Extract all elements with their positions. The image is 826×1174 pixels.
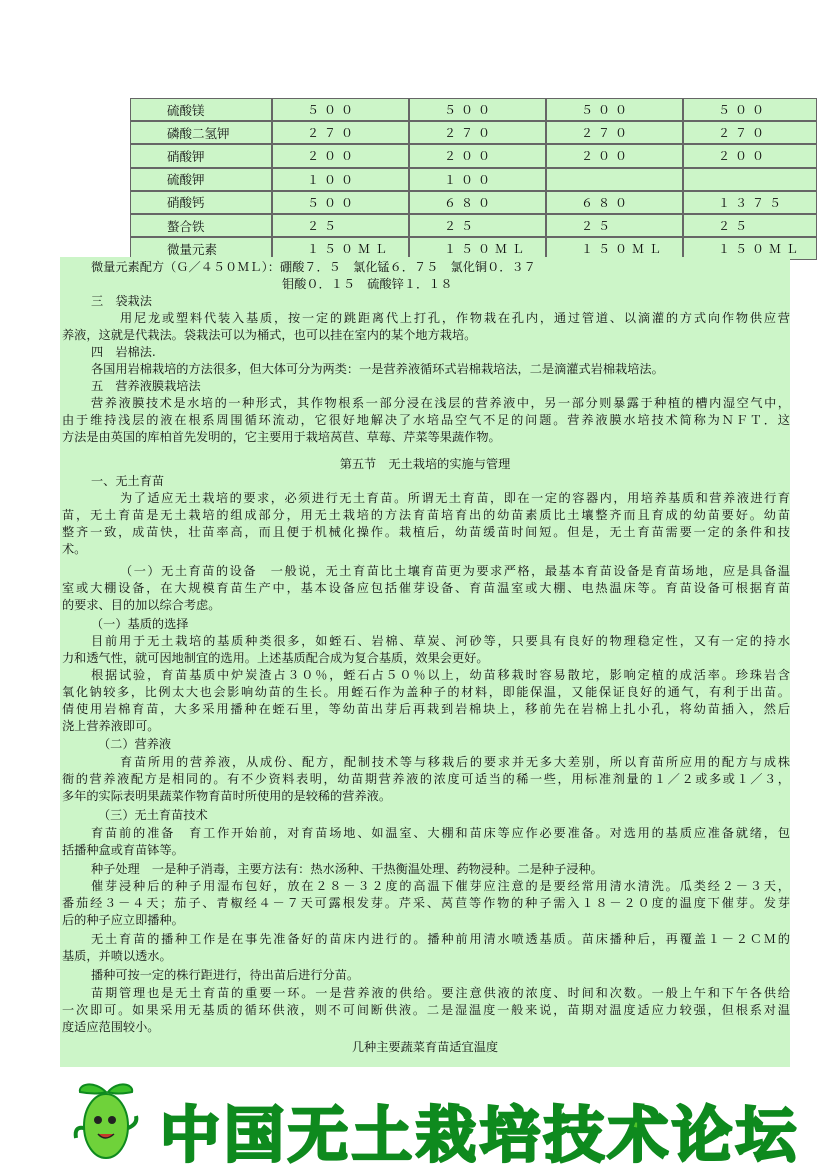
paragraph-line: 括播种盒或育苗钵等。: [62, 843, 184, 857]
paragraph-line: 育苗所用的营养液，从成份、配方，配制技术等与移栽后的要求并无多大差别，所以育苗所应用的配方与成株: [120, 755, 790, 769]
paragraph-line: 根据试验，育苗基质中炉炭渣占３０％，蛭石占５０％以上，幼苗移栽时容易散坨，影响定植的成活率。珍珠岩含: [91, 668, 790, 682]
paragraph-line: 衙的营养液配方是相同的。有不少资料表明，幼苗期营养液的浓度可适当的稀一些，用标准剂量的１／２或多或１／３，: [62, 772, 790, 786]
paragraph-line: 营养液膜技术是水培的一种形式，其作物根系一部分浸在浅层的营养液中，另一部分则暴露于种植的槽内湿空气中，: [91, 396, 790, 410]
paragraph-line: 无土育苗的播种工作是在事先准备好的苗床内进行的。播种前用清水喷透基质。苗床播种后，再覆盖１－２ＣＭ的: [91, 932, 790, 946]
sub-heading: （一）基质的选择: [91, 617, 189, 631]
table-row: [130, 144, 817, 167]
paragraph-line: 整齐一致，成苗快，壮苗率高，而且便于机械化操作。栽植后，幼苗缓苗时间短。但是，无土育苗需要一定的条件和技: [62, 525, 790, 539]
formula-line: 微量元素配方（Ｇ／４５０ＭＬ）：硼酸７．５ 氯化锰６．７５ 氯化铜０．３７: [91, 260, 536, 274]
table-cell: [546, 168, 683, 191]
table-cell: ２００: [546, 144, 683, 167]
paragraph-line: 浇上营养液即可。: [62, 719, 160, 733]
table-cell: ２７０: [546, 121, 683, 144]
section-heading: 一、无土育苗: [91, 474, 165, 488]
paragraph-line: 一次即可。如果采用无基质的循环供液，则不可间断供液。二是湿温度一般来说，苗期对温度适应力较强，但根系对温: [62, 1003, 790, 1017]
nutrient-formula-table: [130, 98, 817, 260]
table-cell: ５００: [683, 98, 817, 121]
table-cell-name: 硫酸钾: [130, 168, 272, 191]
paragraph-line: 育苗前的准备 育工作开始前，对育苗场地、如温室、大棚和苗床等应作必要准备。对选用的基质应准备就绪，包: [91, 826, 790, 840]
table-cell: ２７０: [683, 121, 817, 144]
paragraph-line: 术。: [62, 542, 87, 556]
table-row: [130, 98, 817, 121]
table-cell-name: 微量元素: [130, 237, 272, 260]
table-cell: １５０ＭＬ: [683, 237, 817, 260]
table-cell: １５０ＭＬ: [272, 237, 409, 260]
paragraph-line: 氧化钠较多，比例太大也会影响幼苗的生长。用蛭石作为盖种子的材料，即能保温，又能保证良好的通气，有利于出苗。: [62, 685, 790, 699]
table-cell: [683, 168, 817, 191]
table-caption: 几种主要蔬菜育苗适宜温度: [351, 1040, 499, 1054]
sub-heading: （二）营养液: [98, 737, 172, 751]
sub-heading: （三）无土育苗技术: [98, 808, 208, 822]
forum-logo-text: 中国无土栽培技术论坛: [160, 1101, 800, 1171]
paragraph-line: 目前用于无土栽培的基质种类很多，如蛭石、岩棉、草炭、河砂等，只要具有良好的物理稳定性，又有一定的持水: [91, 634, 790, 648]
table-row: [130, 214, 817, 237]
paragraph-line: 由于维持浅层的液在根系周围循环流动，它很好地解决了水培品空气不足的问题。营养液膜水培技术简称为ＮＦＴ．这: [62, 413, 790, 427]
paragraph-line: 播种可按一定的株行距进行，待出苗后进行分苗。: [91, 968, 360, 982]
table-row: [130, 168, 817, 191]
paragraph-line: 番茄经３－４天；茄子、青椒经４－７天可露根发芽。芹采、莴苣等作物的种子需入１８－２０度的温度下催芽。发芽: [62, 896, 790, 910]
table-cell: １００: [272, 168, 409, 191]
paragraph-line: 度适应范围较小。: [62, 1020, 160, 1034]
table-cell: ２５: [683, 214, 817, 237]
table-cell: ５００: [546, 98, 683, 121]
table-cell: １００: [409, 168, 546, 191]
paragraph-line: 倩使用岩棉育苗，大多采用播种在蛭石里，等幼苗出芽后再栽到岩棉块上，移前先在岩棉上扎小孔，将幼苗插入，然后: [62, 702, 790, 716]
paragraph-line: 各国用岩棉栽培的方法很多，但大体可分为两类：一是营养液循环式岩棉栽培法，二是滴灌式岩棉栽培法。: [91, 362, 664, 376]
table-cell: ２５: [409, 214, 546, 237]
paragraph-line: 多年的实际表明果蔬菜作物育苗时所使用的是较稀的营养液。: [62, 789, 392, 803]
table-cell: １３７５: [683, 191, 817, 214]
body-text-block: [60, 257, 790, 1067]
formula-line: 钼酸０．１５ 硫酸锌１．１８: [282, 277, 453, 291]
table-cell-name: 硝酸钙: [130, 191, 272, 214]
table-cell: ２５: [546, 214, 683, 237]
table-cell: ５００: [409, 98, 546, 121]
table-cell: ５００: [272, 98, 409, 121]
table-cell: ５００: [272, 191, 409, 214]
table-cell: １５０ＭＬ: [546, 237, 683, 260]
section-heading: 五 营养液膜栽培法: [91, 379, 201, 393]
table-cell: ６８０: [546, 191, 683, 214]
paragraph-line: 种子处理 一是种子消毒，主要方法有：热水汤种、干热衡温处理、药物浸种。二是种子浸种。: [91, 862, 603, 876]
table-cell: ２００: [683, 144, 817, 167]
table-cell: １５０ＭＬ: [409, 237, 546, 260]
forum-banner: [60, 1070, 800, 1171]
paragraph-line: 后的种子应立即播种。: [62, 913, 184, 927]
paragraph-line: 的要求、目的加以综合考虑。: [62, 598, 221, 612]
paragraph-line: 催芽浸种后的种子用湿布包好，放在２８－３２度的高温下催芽应注意的是要经常用清水清洗。瓜类经２－３天，: [91, 879, 790, 893]
table-cell: ２００: [409, 144, 546, 167]
table-cell: ２００: [272, 144, 409, 167]
section-heading: 三 袋栽法: [91, 294, 152, 308]
paragraph-line: 为了适应无土栽培的要求，必须进行无土育苗。所谓无土育苗，即在一定的容器内，用培养基质和营养液进行育: [120, 491, 790, 505]
table-cell-name: 螯合铁: [130, 214, 272, 237]
section-heading: 四 岩棉法.: [91, 345, 156, 359]
table-cell: ２５: [272, 214, 409, 237]
section-title: 第五节 无土栽培的实施与管理: [339, 457, 511, 471]
paragraph-line: 室或大棚设备，在大规模育苗生产中，基本设备应包括催芽设备、育苗温室或大棚、电热温床等。育苗设备可根据育苗: [62, 581, 790, 595]
paragraph-line: 基质，并喷以透水。: [62, 949, 172, 963]
table-cell: ６８０: [409, 191, 546, 214]
table-cell-name: 磷酸二氢钾: [130, 121, 272, 144]
paragraph-line: 方法是由英国的库柏首先发明的，它主要用于栽培莴苣、草莓、芹菜等果蔬作物。: [62, 430, 501, 444]
table-cell: ２７０: [409, 121, 546, 144]
table-row: [130, 121, 817, 144]
table-row: [130, 191, 817, 214]
paragraph-line: 力和透气性，就可因地制宜的选用。上述基质配合成为复合基质，效果会更好。: [62, 651, 489, 665]
paragraph-line: 苗，无土育苗是无土栽培的组成部分，用无土栽培的方法育苗培育出的幼苗素质比土壤整齐而且育成的幼苗要好。幼苗: [62, 508, 790, 522]
table-cell: ２７０: [272, 121, 409, 144]
paragraph-line: 用尼龙或塑料代装入基质，按一定的跳距离代上打孔，作物栽在孔内，通过管道、以滴灌的方式向作物供应营: [120, 311, 790, 325]
paragraph-line: 苗期管理也是无土育苗的重要一环。一是营养液的供给。要注意供液的浓度、时间和次数。一般上午和下午各供给: [91, 986, 790, 1000]
paragraph-line: （一）无土育苗的设备 一般说，无土育苗比土壤育苗更为要求严格，最基本育苗设备是育苗场地，应是具备温: [120, 564, 790, 578]
sprout-mascot-icon: [68, 1078, 148, 1166]
table-cell-name: 硫酸镁: [130, 98, 272, 121]
table-cell-name: 硝酸钾: [130, 144, 272, 167]
paragraph-line: 养液，这就是代栽法。袋栽法可以为桶式，也可以挂在室内的某个地方栽培。: [62, 328, 477, 342]
